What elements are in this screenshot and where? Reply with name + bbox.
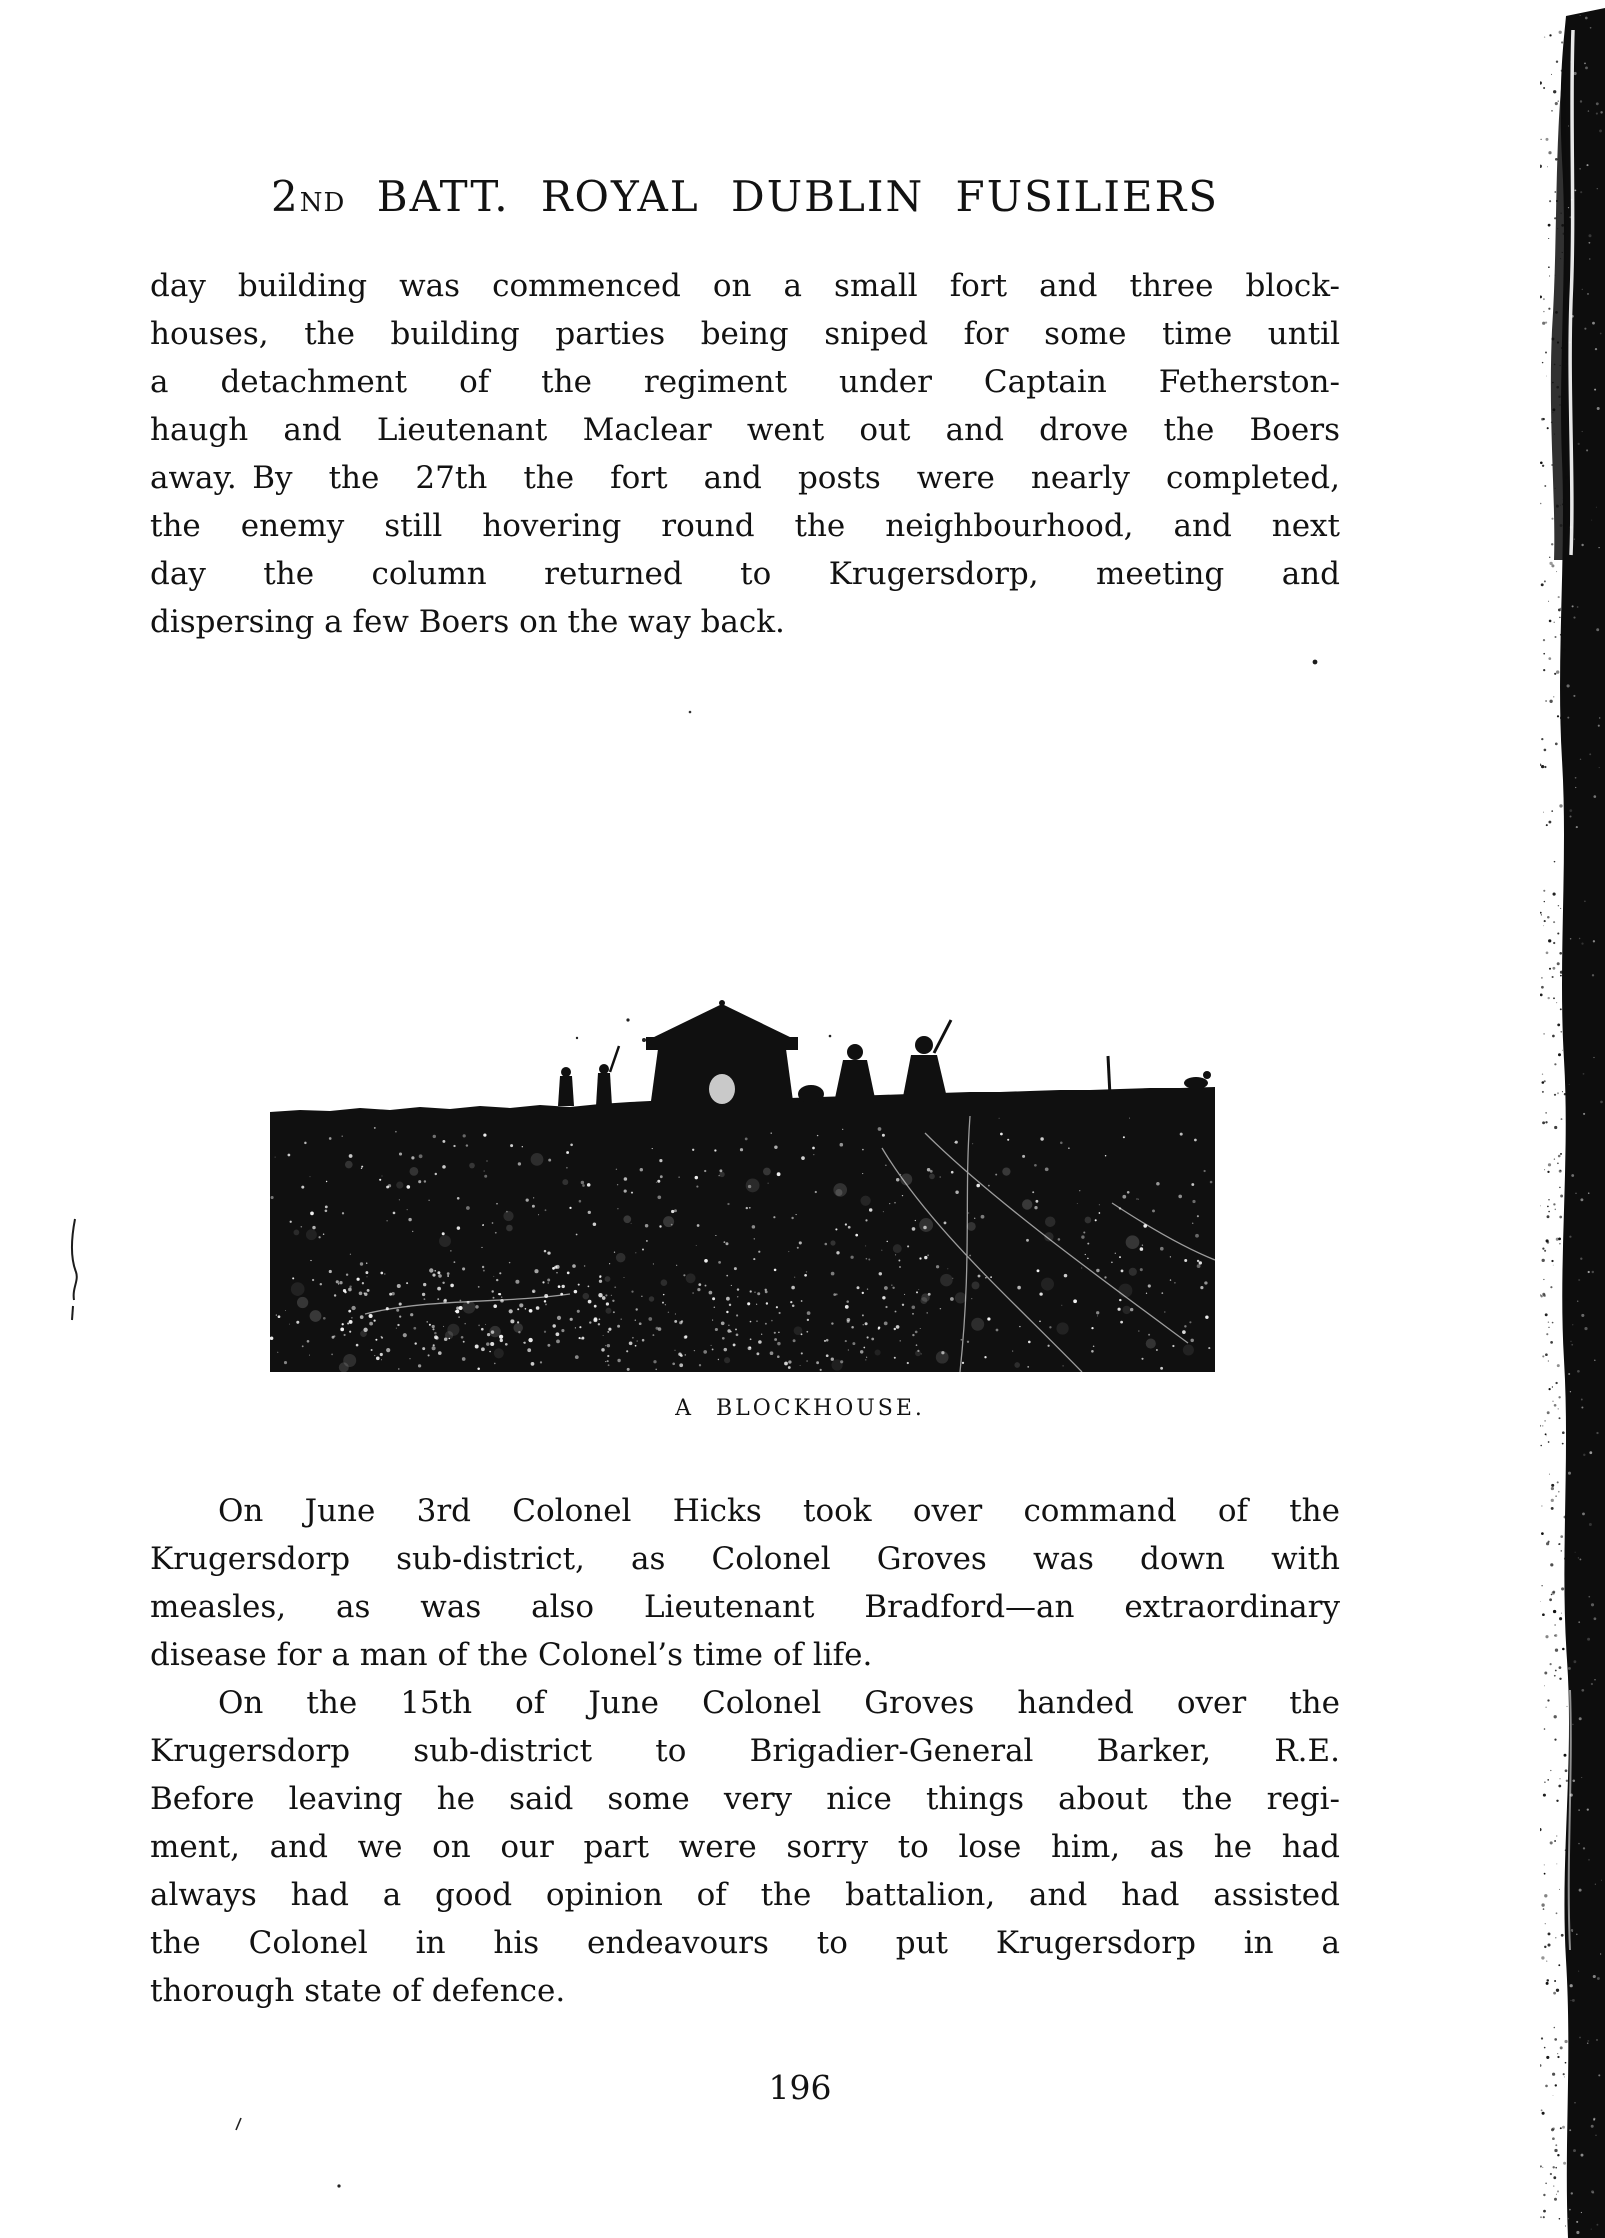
text-line: On June 3rd Colonel Hicks took over command of the xyxy=(218,1493,1340,1529)
photo-caption: A BLOCKHOUSE. xyxy=(675,1396,925,1421)
scan-edge-artifact xyxy=(1540,0,1605,2238)
text-line: haugh and Lieutenant Maclear went out and drove the Boers xyxy=(150,412,1340,448)
text-line: always had a good opinion of the battalion, and had assisted xyxy=(150,1877,1340,1913)
scan-edge-highlight xyxy=(1570,30,1573,555)
title-text: BATT. ROYAL DUBLIN FUSILIERS xyxy=(376,172,1219,221)
text-line: the Colonel in his endeavours to put Krugersdorp in a xyxy=(150,1925,1340,1961)
text-line: disease for a man of the Colonel’s time of life. xyxy=(150,1637,873,1673)
scan-edge-blotch xyxy=(1551,60,1566,560)
text-line: away. By the 27th the fort and posts were nearly completed, xyxy=(150,460,1340,496)
text-line: Before leaving he said some very nice things about the regi- xyxy=(150,1781,1340,1817)
text-line: On the 15th of June Colonel Groves handed over the xyxy=(218,1685,1340,1721)
page-title xyxy=(150,172,1340,221)
text-line: dispersing a few Boers on the way back. xyxy=(150,604,785,640)
text-line: Krugersdorp sub-district, as Colonel Groves was down with xyxy=(150,1541,1340,1577)
paragraph-3 xyxy=(150,1679,1340,2015)
blockhouse-photo xyxy=(270,998,1215,1372)
page-number: 196 xyxy=(768,2068,832,2107)
scan-mark-squiggle xyxy=(72,1219,77,1300)
paragraph-2 xyxy=(150,1487,1340,1679)
scan-speck xyxy=(236,2118,241,2130)
text-line: measles, as was also Lieutenant Bradford—an extraordinary xyxy=(150,1589,1340,1625)
scan-speck xyxy=(1313,660,1318,665)
text-line: day building was commenced on a small fort and three block- xyxy=(150,268,1340,304)
scan-edge-band xyxy=(1560,8,1605,2238)
text-line: the enemy still hovering round the neighbourhood, and next xyxy=(150,508,1340,544)
scan-mark-tick xyxy=(72,1306,73,1320)
photo-ground xyxy=(270,1087,1215,1372)
paragraph-1 xyxy=(150,262,1340,646)
battalion-ordinal: ND xyxy=(299,188,346,218)
text-line: day the column returned to Krugersdorp, meeting and xyxy=(150,556,1340,592)
scan-speck xyxy=(337,2184,340,2187)
blockhouse-silhouette xyxy=(646,1000,824,1104)
text-line: ment, and we on our part were sorry to lose him, as he had xyxy=(150,1829,1340,1865)
text-line: a detachment of the regiment under Captain Fetherston- xyxy=(150,364,1340,400)
text-line: thorough state of defence. xyxy=(150,1973,566,2009)
scan-speck xyxy=(689,711,692,714)
battalion-number: 2 xyxy=(271,172,300,221)
text-line: Krugersdorp sub-district to Brigadier-General Barker, R.E. xyxy=(150,1733,1340,1769)
text-line: houses, the building parties being sniped for some time until xyxy=(150,316,1340,352)
